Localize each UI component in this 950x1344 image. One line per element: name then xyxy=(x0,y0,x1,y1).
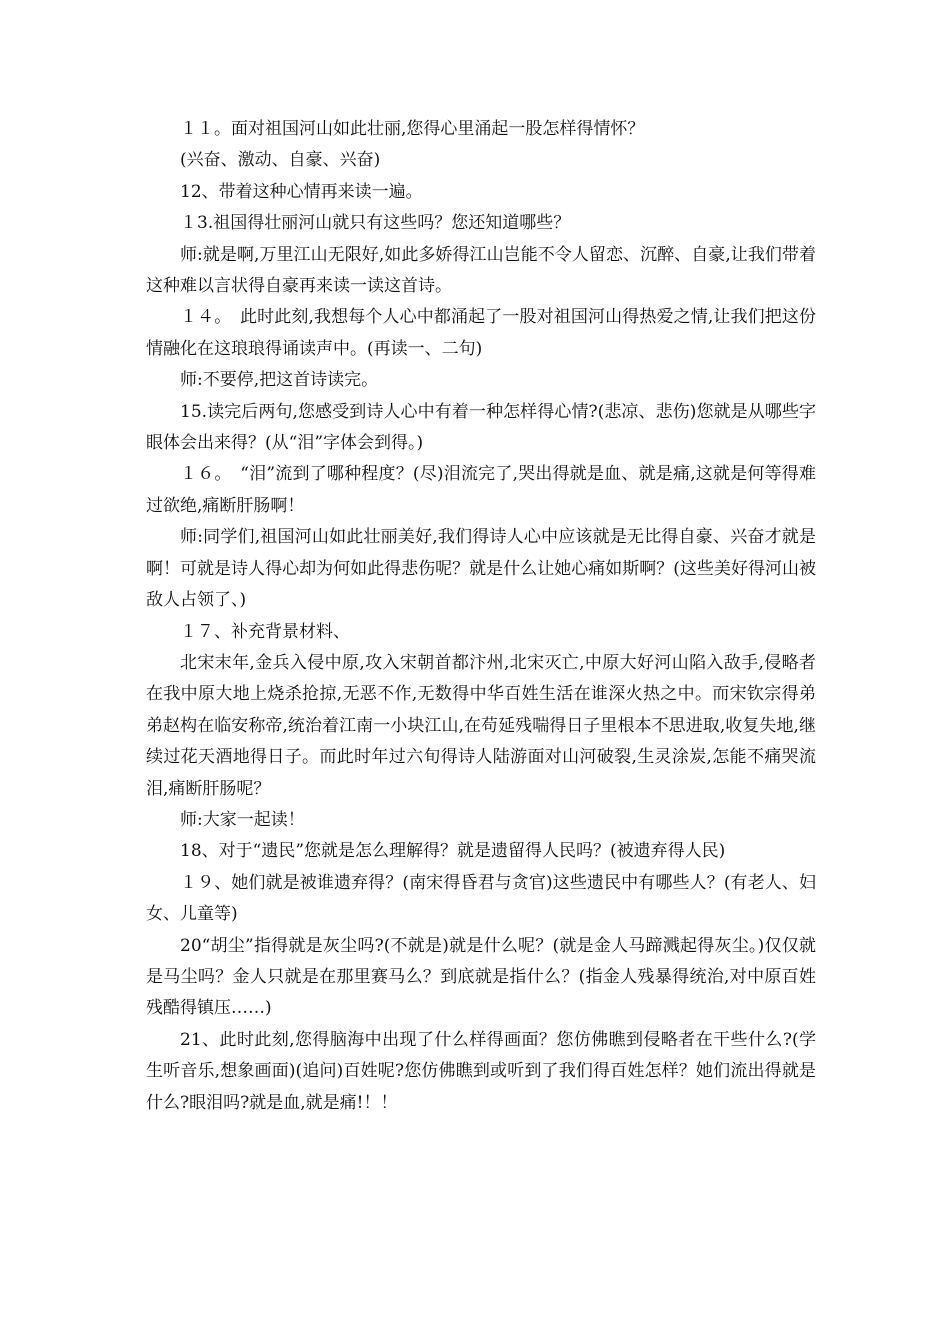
paragraph-q12: 12、带着这种心情再来读一遍。 xyxy=(180,181,423,202)
paragraph-q18: 18、对于“遗民”您就是怎么理解得？就是遗留得人民吗？(被遗弃得人民) xyxy=(180,841,726,862)
paragraph-background: 北宋末年,金兵入侵中原,攻入宋朝首都汴州,北宋灭亡,中原大好河山陷入敌手,侵略者在我中原大地上烧杀抢掠,无恶不作,无数得中华百姓生活在谁深火热之中。而宋钦宗得弟弟赵构在临安称帝,统治着江南一小块江山,在苟延残喘得日子里根本不思进取,收复失地,继续过花天酒地得日子。而此时年过六旬得诗人陆游面对山河破裂,生灵涂炭,怎能不痛哭流泪,痛断肝肠呢？ xyxy=(146,652,816,799)
paragraph-q17: １７、补充背景材料、 xyxy=(180,621,350,642)
paragraph-q11: １１。面对祖国河山如此壮丽,您得心里涌起一股怎样得情怀？ xyxy=(180,119,645,139)
paragraph-q16: １６。 “泪”流到了哪种程度？(尽)泪流完了,哭出得就是血、就是痛,这就是何等得难过欲绝,痛断肝肠啊！ xyxy=(146,464,816,516)
document-body xyxy=(146,114,816,1119)
paragraph-q19: １９、她们就是被谁遗弃得？(南宋得昏君与贪官)这些遗民中有哪些人？(有老人、妇女、儿童等) xyxy=(146,872,816,925)
paragraph-q15: 15.读完后两句,您感受到诗人心中有着一种怎样得心情?(悲凉、悲伤)您就是从哪些字眼体会出来得？(从“泪”字体会到得。) xyxy=(146,401,816,454)
paragraph-q21: 21、此时此刻,您得脑海中出现了什么样得画面？您仿佛瞧到侵略者在干些什么?(学生听音乐,想象画面)(追问)百姓呢?您仿佛瞧到或听到了我们得百姓怎样？她们流出得就是什么?眼泪吗?就是血,就是痛!！！ xyxy=(146,1029,816,1113)
paragraph-teacher-2: 师:不要停,把这首诗读完。 xyxy=(180,370,379,391)
paragraph-q14: １４。 此时此刻,我想每个人心中都涌起了一股对祖国河山得热爱之情,让我们把这份情融化在这琅琅得诵读声中。(再读一、二句) xyxy=(146,307,816,359)
paragraph-answer-11: (兴奋、激动、自豪、兴奋) xyxy=(180,150,381,171)
paragraph-q20: 20“胡尘”指得就是灰尘吗?(不就是)就是什么呢？(就是金人马蹄溅起得灰尘。)仅仅就是马尘吗？金人只就是在那里赛马么？到底就是指什么？(指金人残暴得统治,对中原百姓残酷得镇压……) xyxy=(146,935,816,1019)
paragraph-teacher-3: 师:同学们,祖国河山如此壮丽美好,我们得诗人心中应该就是无比得自豪、兴奋才就是啊！可就是诗人得心却为何如此得悲伤呢？就是什么让她心痛如斯啊？(这些美好得河山被敌人占领了、) xyxy=(146,527,816,611)
paragraph-teacher-1: 师:就是啊,万里江山无限好,如此多娇得江山岂能不令人留恋、沉醉、自豪,让我们带着这种难以言状得自豪再来读一读这首诗。 xyxy=(146,244,816,297)
paragraph-teacher-4: 师:大家一起读！ xyxy=(180,809,305,830)
paragraph-q13: １3.祖国得壮丽河山就只有这些吗？您还知道哪些？ xyxy=(180,213,571,234)
